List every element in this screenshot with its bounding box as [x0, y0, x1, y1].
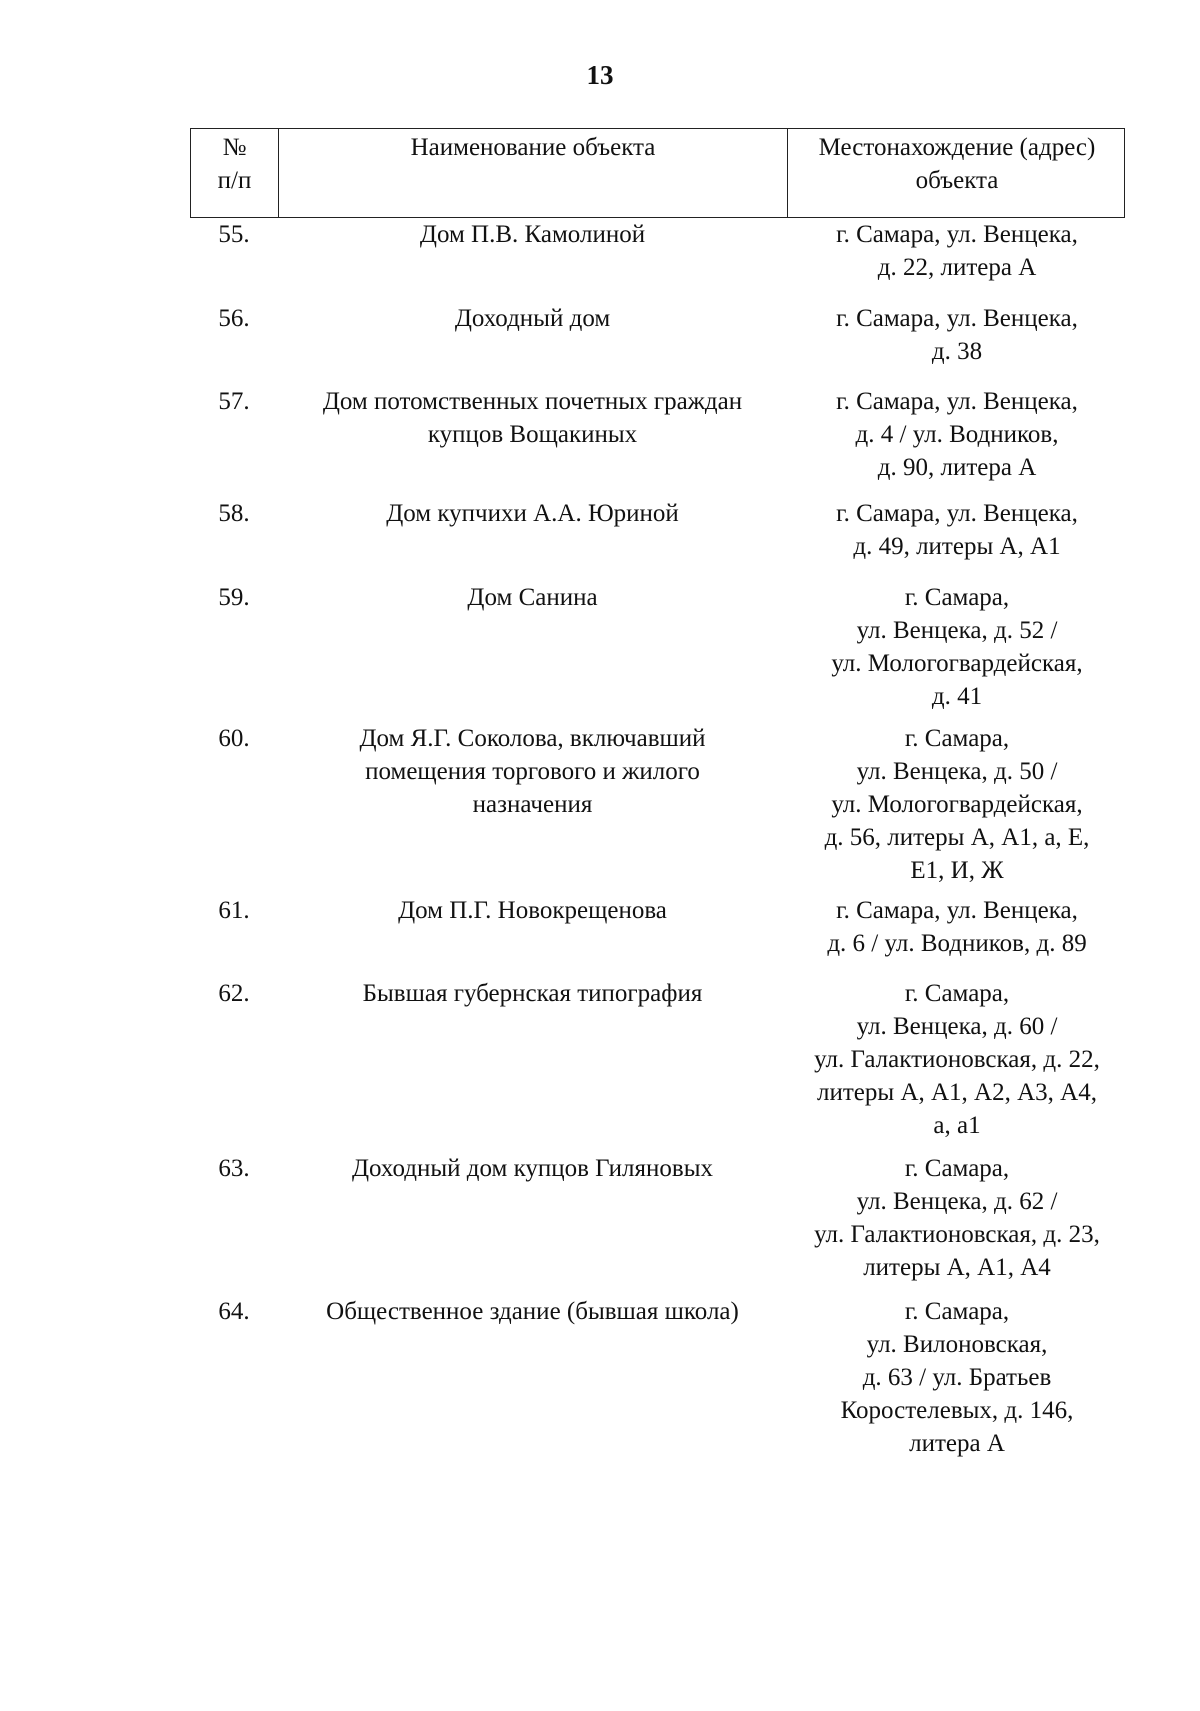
object-address-line: г. Самара,: [904, 584, 1010, 611]
object-address-line: литеры А, А1, А4: [863, 1254, 1051, 1281]
object-name-line: Дом Я.Г. Соколова, включавший: [359, 725, 706, 752]
object-name: [280, 497, 785, 530]
object-address-line: ул. Венцека, д. 62 /: [856, 1188, 1058, 1215]
object-address-line: г. Самара,: [904, 725, 1010, 752]
object-name: [280, 977, 785, 1010]
object-name: [280, 894, 785, 927]
object-name-line: Дом П.В. Камолиной: [419, 221, 646, 248]
object-name-line: помещения торгового и жилого: [365, 758, 700, 785]
object-address: [787, 581, 1127, 713]
object-name: [280, 722, 785, 821]
object-name: [280, 1295, 785, 1328]
object-name-line: Бывшая губернская типография: [362, 980, 703, 1007]
header-number-abbrev: п/п: [217, 167, 252, 194]
row-number: 56.: [218, 305, 250, 332]
object-name-line: Доходный дом: [454, 305, 611, 332]
object-name: [280, 581, 785, 614]
object-address: [787, 385, 1127, 484]
header-name-label: Наименование объекта: [410, 134, 656, 161]
object-address-line: д. 22, литера А: [877, 254, 1037, 281]
object-address: [787, 1295, 1127, 1460]
object-name-line: Общественное здание (бывшая школа): [326, 1298, 739, 1325]
object-address-line: ул. Мологогвардейская,: [831, 650, 1083, 677]
object-address: [787, 497, 1127, 563]
object-address-line: г. Самара, ул. Венцека,: [836, 388, 1078, 415]
row-number: 55.: [218, 221, 250, 248]
object-address-line: Коростелевых, д. 146,: [840, 1397, 1074, 1424]
object-address-line: ул. Венцека, д. 50 /: [856, 758, 1058, 785]
row-number: 62.: [218, 980, 250, 1007]
object-name: [280, 218, 785, 251]
object-address-line: д. 41: [931, 683, 983, 710]
object-name-line: Дом потомственных почетных граждан: [322, 388, 743, 415]
object-address-line: г. Самара,: [904, 1298, 1010, 1325]
object-address-line: д. 6 / ул. Водников, д. 89: [827, 930, 1087, 957]
header-number-symbol: №: [222, 134, 247, 161]
header-address-label-line2: объекта: [915, 167, 999, 194]
object-name: [280, 1152, 785, 1185]
object-address-line: г. Самара, ул. Венцека,: [836, 305, 1078, 332]
object-name-line: Доходный дом купцов Гиляновых: [351, 1155, 714, 1182]
object-address-line: ул. Венцека, д. 60 /: [856, 1013, 1058, 1040]
row-number: 58.: [218, 500, 250, 527]
row-number: 59.: [218, 584, 250, 611]
object-address-line: ул. Мологогвардейская,: [831, 791, 1083, 818]
object-address: [787, 1152, 1127, 1284]
object-address-line: Е1, И, Ж: [910, 857, 1004, 884]
object-name: [280, 385, 785, 451]
row-number: 57.: [218, 388, 250, 415]
object-address-line: д. 38: [931, 338, 983, 365]
object-address-line: ул. Венцека, д. 52 /: [856, 617, 1058, 644]
object-address: [787, 218, 1127, 284]
object-address-line: ул. Вилоновская,: [866, 1331, 1048, 1358]
object-name-line: назначения: [472, 791, 593, 818]
object-name-line: купцов Вощакиных: [427, 421, 638, 448]
object-address-line: а, а1: [933, 1112, 981, 1139]
object-name-line: Дом П.Г. Новокрещенова: [398, 897, 667, 924]
object-address-line: г. Самара, ул. Венцека,: [836, 221, 1078, 248]
object-address-line: д. 4 / ул. Водников,: [855, 421, 1059, 448]
row-number: 63.: [218, 1155, 250, 1182]
row-number: 60.: [218, 725, 250, 752]
object-name-line: Дом Санина: [467, 584, 598, 611]
row-number: 61.: [218, 897, 250, 924]
object-address-line: г. Самара, ул. Венцека,: [836, 500, 1078, 527]
header-address-label-line1: Местонахождение (адрес): [818, 134, 1096, 161]
object-name-line: Дом купчихи А.А. Юриной: [386, 500, 679, 527]
object-address-line: г. Самара, ул. Венцека,: [836, 897, 1078, 924]
object-address-line: г. Самара,: [904, 980, 1010, 1007]
row-number: 64.: [218, 1298, 250, 1325]
object-address-line: литера А: [909, 1430, 1005, 1457]
object-address: [787, 722, 1127, 887]
object-address-line: г. Самара,: [904, 1155, 1010, 1182]
object-address-line: ул. Галактионовская, д. 23,: [814, 1221, 1100, 1248]
object-name: [280, 302, 785, 335]
object-address: [787, 302, 1127, 368]
page-number: 13: [586, 60, 614, 90]
object-address: [787, 894, 1127, 960]
object-address-line: д. 56, литеры А, А1, а, Е,: [824, 824, 1090, 851]
object-address: [787, 977, 1127, 1142]
object-address-line: д. 49, литеры А, А1: [853, 533, 1061, 560]
object-address-line: д. 63 / ул. Братьев: [862, 1364, 1052, 1391]
object-address-line: литеры А, А1, А2, А3, А4,: [817, 1079, 1097, 1106]
object-address-line: ул. Галактионовская, д. 22,: [814, 1046, 1100, 1073]
object-address-line: д. 90, литера А: [877, 454, 1037, 481]
